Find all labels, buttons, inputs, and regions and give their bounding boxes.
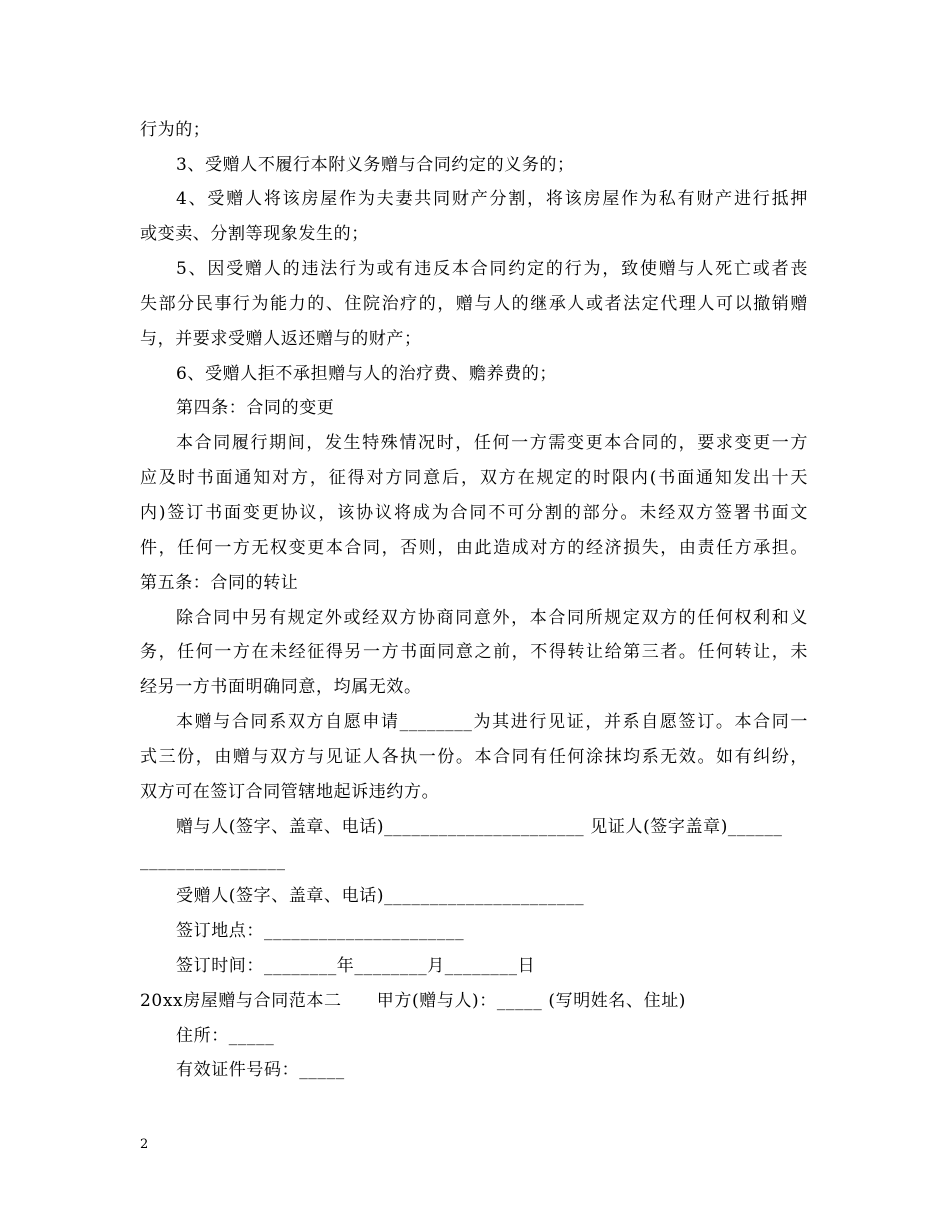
page-number: 2 [140,1137,149,1152]
text-line-3: 4、受赠人将该房屋作为夫妻共同财产分割，将该房屋作为私有财产进行抵押 [176,189,808,209]
text-line-11: 应及时书面通知对方，征得对方同意后，双方在规定的时限内(书面通知发出十天 [140,468,808,488]
template-two-heading: 20xx房屋赠与合同范本二 甲方(赠与人)：_____ (写明姓名、住址) [140,991,687,1011]
signing-place-line: 签订地点：______________________ [176,921,465,941]
witness-signature-continuation: ________________ [140,851,286,871]
text-line-2: 3、受赠人不履行本附义务赠与合同约定的义务的； [176,155,575,175]
donor-signature-line: 赠与人(签字、盖章、电话)______________________ 见证人(签字盖章)______ [176,817,783,837]
text-line-19: 式三份，由赠与双方与见证人各执一份。本合同有任何涂抹均系无效。如有纠纷， [140,747,808,767]
text-line-4: 或变卖、分割等现象发生的； [140,224,369,244]
text-line-6: 失部分民事行为能力的、住院治疗的，赠与人的继承人或者法定代理人可以撤销赠 [140,294,808,314]
text-line-17: 经另一方书面明确同意，均属无效。 [140,677,422,697]
text-line-12: 内)签订书面变更协议，该协议将成为合同不可分割的部分。未经双方签署书面文 [140,503,808,523]
text-line-13: 件，任何一方无权变更本合同，否则，由此造成对方的经济损失，由责任方承担。 [140,538,808,558]
id-number-line: 有效证件号码：_____ [176,1060,345,1080]
text-line-5: 5、因受赠人的违法行为或有违反本合同约定的行为，致使赠与人死亡或者丧 [176,259,808,279]
text-line-10: 本合同履行期间，发生特殊情况时，任何一方需变更本合同的，要求变更一方 [176,433,808,453]
text-line-16: 务，任何一方在未经征得另一方书面同意之前，不得转让给第三者。任何转让，未 [140,642,808,662]
donee-signature-line: 受赠人(签字、盖章、电话)______________________ [176,886,585,906]
signing-date-line: 签订时间：________年________月________日 [176,956,536,976]
text-line-1: 行为的； [140,120,211,140]
text-line-7: 与，并要求受赠人返还赠与的财产； [140,329,422,349]
section-heading-4: 第四条：合同的变更 [176,398,335,418]
text-line-18: 本赠与合同系双方自愿申请________为其进行见证，并系自愿签订。本合同一 [176,712,808,732]
text-line-8: 6、受赠人拒不承担赠与人的治疗费、赡养费的； [176,364,558,384]
text-line-20: 双方可在签订合同管辖地起诉违约方。 [140,782,440,802]
section-heading-5: 第五条：合同的转让 [140,573,299,593]
residence-line: 住所：_____ [176,1026,275,1046]
text-line-15: 除合同中另有规定外或经双方协商同意外，本合同所规定双方的任何权利和义 [176,608,808,628]
